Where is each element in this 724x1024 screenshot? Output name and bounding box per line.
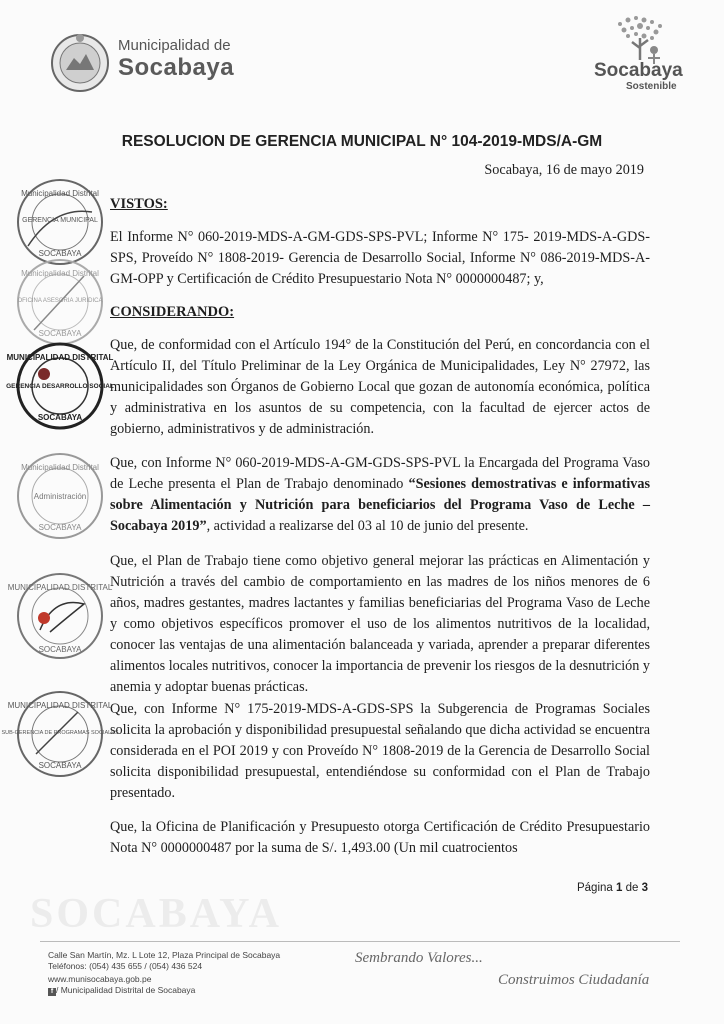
- stamp-bottom-text: SOCABAYA: [38, 523, 82, 532]
- stamp-text: GERENCIA DESARROLLO SOCIAL: [6, 383, 114, 390]
- stamp-bottom-text: SOCABAYA: [37, 413, 83, 422]
- stamp-municipalidad-distrital: [7, 570, 113, 662]
- stamp-bottom-text: SOCABAYA: [38, 645, 82, 654]
- stamp-asesoria-juridica: [14, 256, 106, 348]
- page-current: 1: [616, 882, 623, 894]
- considerando-paragraph-4: Que, con Informe N° 175-2019-MDS-A-GDS-SPS la Subgerencia de Programas Sociales solicita la aprobación y disponibilidad presupuestal señalando que dicha actividad se encuentra considerada en el POI 2019 y con Proveído N° 1808-2019 de la Gerencia de Desarrollo Social solicita disponibilidad presupuestal, entendiéndose su conformidad con el Plan de Trabajo presentado.: [110, 701, 650, 801]
- stamp-bottom-text: SOCABAYA: [38, 329, 82, 338]
- paragraph-2-intro: Que, con Informe N° 060-2019-MDS-A-GM-GDS-SPS-PVL la Encargada del Programa Vaso de Leche presenta el Plan de Trabajo denominado: [110, 455, 650, 492]
- page-number: [577, 882, 648, 894]
- municipality-label: Municipalidad de: [118, 37, 231, 54]
- stamp-ring-text: Municipalidad Distrital: [21, 189, 99, 198]
- facebook-icon: f: [48, 988, 56, 996]
- footer-facebook: [48, 985, 195, 996]
- considerando-paragraph-5: Que, la Oficina de Planificación y Presupuesto otorga Certificación de Crédito Presupuestario Nota N° 0000000487 por la suma de S/. 1,493.00 (Un mil cuatrocientos: [110, 819, 650, 856]
- footer-website: www.munisocabaya.gob.pe: [48, 974, 152, 984]
- slogan-1: Sembrando Valores...: [355, 950, 483, 966]
- stamp-ring-text: Municipalidad Distrital: [21, 269, 99, 278]
- resolution-title: RESOLUCION DE GERENCIA MUNICIPAL N° 104-2019-MDS/A-GM: [121, 133, 603, 150]
- stamp-text: SUB-GERENCIA DE PROGRAMAS SOCIALES: [1, 730, 119, 736]
- municipal-shield-icon: [50, 30, 110, 96]
- stamp-ring-text: MUNICIPALIDAD DISTRITAL: [6, 353, 114, 362]
- slogan-2: Construimos Ciudadanía: [498, 972, 650, 988]
- stamp-text: GERENCIA MUNICIPAL: [22, 217, 98, 224]
- brand-subtitle: Sostenible: [626, 81, 677, 92]
- stamp-administracion: [14, 450, 106, 542]
- stamp-desarrollo-social: [6, 340, 114, 432]
- vistos-text: El Informe N° 060-2019-MDS-A-GM-GDS-SPS-PVL; Informe N° 175- 2019-MDS-A-GDS-SPS, Proveído N° 1808-2019- Gerencia de Desarrollo Social, Informe N° 086-2019-MDS-A-GM-OPP y Certificación de Crédito Presupuestario Nota N° 0000000487; y,: [110, 229, 650, 287]
- stamp-text: Administración: [33, 492, 87, 501]
- stamp-gerencia-municipal: [14, 176, 106, 268]
- stamp-bottom-text: SOCABAYA: [38, 249, 82, 258]
- page-middle: de: [622, 882, 642, 894]
- considerando-paragraph-1: Que, de conformidad con el Artículo 194° de la Constitución del Perú, en concordancia con el Artículo II, del Título Preliminar de la Ley Orgánica de Municipalidades, Ley N° 27972, las municipalidades son Órganos de Gobierno Local que gozan de autonomía económica, política y administrativa en los asuntos de su competencia, con la facultad de ejercer actos de gobierno, administrativos y de administración.: [110, 337, 650, 437]
- stamp-bottom-text: SOCABAYA: [38, 761, 82, 770]
- footer-phones: Teléfonos: (054) 435 655 / (054) 436 524: [48, 961, 203, 971]
- footer-divider: [40, 941, 680, 942]
- stamp-ring-text: Municipalidad Distrital: [21, 463, 99, 472]
- program-title: “Sesiones demostrativas e informativas sobre Alimentación y Nutrición para beneficiarios del Programa Vaso de Leche –Socabaya 2019”: [110, 476, 650, 534]
- vistos-heading: VISTOS:: [110, 196, 168, 212]
- municipality-name: Socabaya: [118, 54, 235, 81]
- facebook-label: / Municipalidad Distrital de Socabaya: [56, 985, 196, 995]
- considerando-heading: CONSIDERANDO:: [110, 304, 235, 320]
- considerando-paragraph-3: Que, el Plan de Trabajo tiene como objetivo general mejorar las prácticas en Alimentación y Nutrición a través del cambio de comportamiento en las madres de los niños menores de 6 años, madres gestantes, madres lactantes y familias beneficiarias del Programa Vaso de Leche y como objetivos específicos promover el uso de los alimentos nutritivos de la localidad, conocer las ventajas de una alimentación balanceada y variada, aprender a preparar diferentes alimentos locales nutritivos, conocer la importancia de prevenir los riesgos de la desnutrición y anemia y adoptar buenas prácticas.: [110, 553, 650, 695]
- considerando-paragraph-2: [110, 453, 650, 537]
- footer-address: Calle San Martín, Mz. L Lote 12, Plaza Principal de Socabaya: [48, 950, 281, 960]
- paragraph-2-end: , actividad a realizarse del 03 al 10 de junio del presente.: [206, 518, 529, 534]
- resolution-date: Socabaya, 16 de mayo 2019: [484, 162, 644, 178]
- brand-name: Socabaya: [594, 60, 683, 81]
- stamp-ring-text: MUNICIPALIDAD DISTRITAL: [7, 701, 113, 710]
- watermark: SOCABAYA: [30, 891, 282, 937]
- sostenible-tree-logo: [608, 14, 672, 66]
- page-total: 3: [641, 882, 648, 894]
- stamp-programas-sociales: [1, 688, 119, 780]
- stamp-text: OFICINA ASESORIA JURIDICA: [17, 298, 103, 304]
- page-prefix: Página: [576, 882, 616, 894]
- stamp-ring-text: MUNICIPALIDAD DISTRITAL: [7, 583, 113, 592]
